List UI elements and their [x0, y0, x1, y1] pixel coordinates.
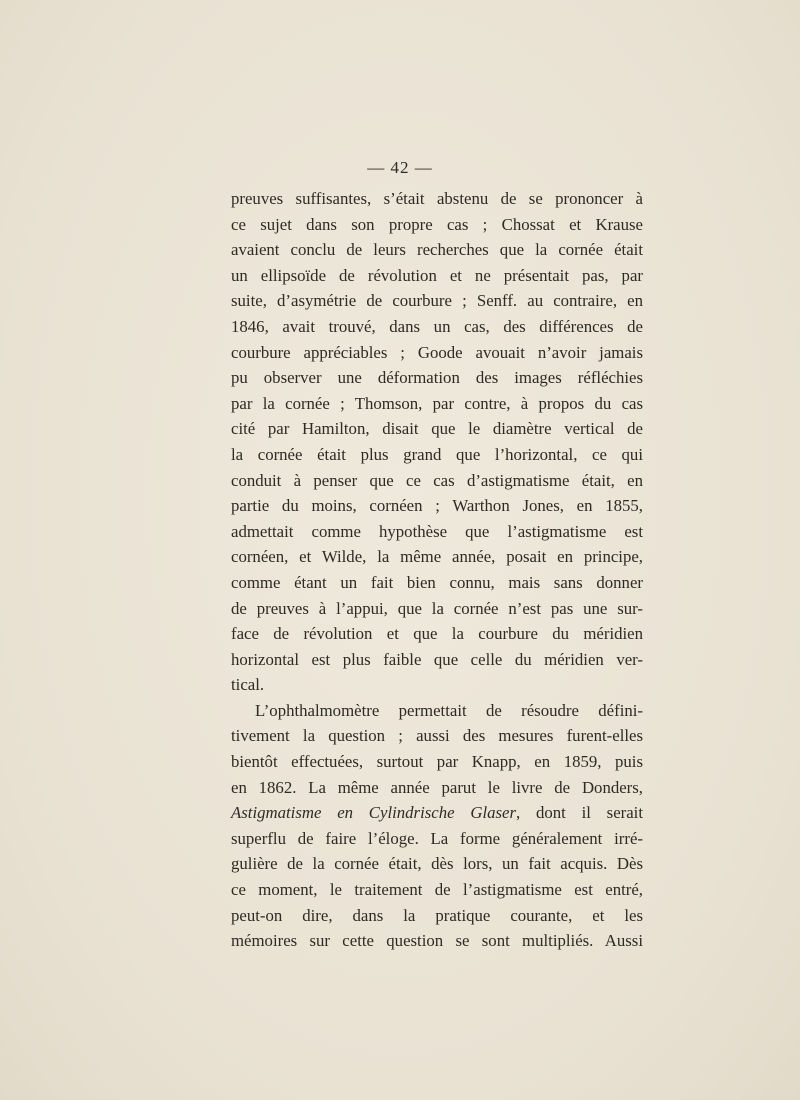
- text-line: [231, 647, 643, 673]
- text-line: [231, 851, 643, 877]
- line-text: mémoires sur cette question se sont multipliés. Aussi: [231, 931, 643, 951]
- line-text: ce sujet dans son propre cas ; Chossat et Krause: [231, 214, 643, 234]
- body-text: [231, 186, 643, 954]
- text-line: [231, 237, 643, 263]
- line-text: preuves suffisantes, s’était abstenu de se prononcer à: [231, 189, 643, 208]
- line-text: tivement la question ; aussi des mesures furent-elles: [231, 726, 643, 746]
- text-line: [231, 288, 643, 314]
- line-text: courbure appréciables ; Goode avouait n’avoir jamais: [231, 342, 643, 362]
- line-text: peut-on dire, dans la pratique courante, et les: [231, 905, 643, 925]
- text-line: [231, 212, 643, 238]
- text-line: [231, 365, 643, 391]
- line-text: admettait comme hypothèse que l’astigmatisme est: [231, 521, 643, 541]
- line-text: ce moment, le traitement de l’astigmatisme est entré,: [231, 880, 643, 900]
- line-text: de preuves à l’appui, que la cornée n’est pas une sur-: [231, 598, 643, 618]
- line-text: un ellipsoïde de révolution et ne présentait pas, par: [231, 265, 643, 285]
- line-text: superflu de faire l’éloge. La forme généralement irré-: [231, 828, 643, 848]
- text-line: [231, 877, 643, 903]
- line-text: partie du moins, cornéen ; Warthon Jones, en 1855,: [231, 496, 643, 516]
- line-text: face de révolution et que la courbure du méridien: [231, 624, 643, 644]
- text-line: [231, 672, 643, 698]
- text-line: [231, 596, 643, 622]
- text-line: [231, 263, 643, 289]
- text-line: [231, 800, 643, 826]
- text-line: [231, 391, 643, 417]
- text-line: [231, 749, 643, 775]
- text-line: [231, 544, 643, 570]
- page-number: — 42 —: [367, 158, 433, 177]
- text-line: [231, 826, 643, 852]
- text-line: [231, 723, 643, 749]
- text-line: [231, 928, 643, 954]
- line-text: comme étant un fait bien connu, mais sans donner: [231, 572, 643, 592]
- line-text: la cornée était plus grand que l’horizontal, ce qui: [231, 444, 643, 464]
- text-line: [231, 519, 643, 545]
- line-text: avaient conclu de leurs recherches que la cornée était: [231, 240, 643, 260]
- line-text: en 1862. La même année parut le livre de Donders,: [231, 777, 643, 797]
- line-text: cornéen, et Wilde, la même année, posait en principe,: [231, 547, 643, 567]
- text-line: [231, 442, 643, 468]
- text-line: [231, 775, 643, 801]
- text-line: [231, 621, 643, 647]
- line-text: bientôt effectuées, surtout par Knapp, en 1859, puis: [231, 752, 643, 772]
- line-text: suite, d’asymétrie de courbure ; Senff. au contraire, en: [231, 291, 643, 311]
- line-text: par la cornée ; Thomson, par contre, à propos du cas: [231, 393, 643, 413]
- line-text: pu observer une déformation des images réfléchies: [231, 368, 643, 388]
- line-text: tical.: [231, 675, 265, 695]
- text-line: [231, 186, 643, 212]
- text-line: [231, 314, 643, 340]
- italic-title-text: Astigmatisme en Cylindrische Glaser: [231, 803, 517, 823]
- line-text: cité par Hamilton, disait que le diamètre vertical de: [231, 419, 643, 439]
- text-line: [231, 493, 643, 519]
- text-line: [231, 698, 643, 724]
- line-text: 1846, avait trouvé, dans un cas, des différences de: [231, 316, 643, 336]
- line-text: , dont il serait: [516, 803, 644, 823]
- text-line: [231, 570, 643, 596]
- line-text: L’ophthalmomètre permettait de résoudre défini-: [255, 700, 643, 720]
- line-text: gulière de la cornée était, dès lors, un fait acquis. Dès: [231, 854, 643, 874]
- text-line: [231, 903, 643, 929]
- text-line: [231, 340, 643, 366]
- line-text: conduit à penser que ce cas d’astigmatisme était, en: [231, 470, 643, 490]
- line-text: horizontal est plus faible que celle du méridien ver-: [231, 649, 643, 669]
- text-line: [231, 468, 643, 494]
- text-line: [231, 416, 643, 442]
